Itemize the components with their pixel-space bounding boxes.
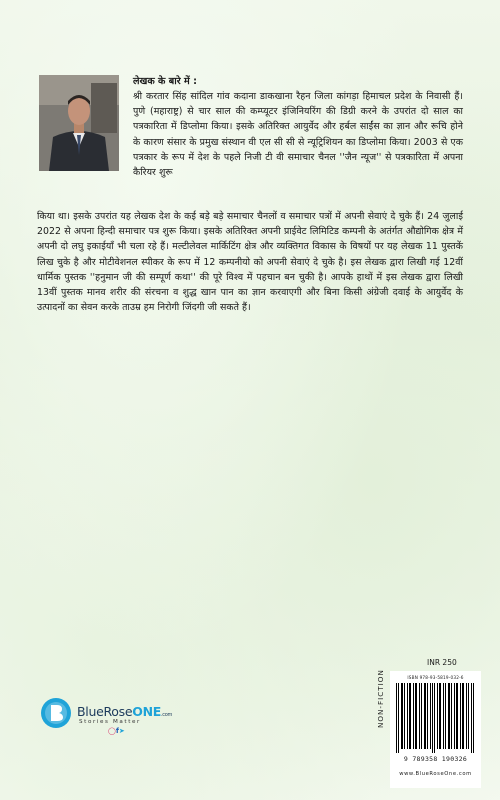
twitter-icon: ➤: [118, 727, 125, 735]
instagram-icon: ◯: [108, 727, 116, 735]
publisher-name: BlueRoseONE.com: [77, 704, 173, 719]
price-label: INR 250: [427, 658, 457, 667]
barcode-image: [396, 683, 475, 753]
about-author-heading: लेखक के बारे में :: [133, 76, 197, 87]
publisher-tagline: Stories Matter: [79, 719, 141, 725]
barcode-box: [390, 671, 481, 788]
publisher-website: www.BlueRoseOne.com: [399, 771, 472, 777]
author-bio-paragraph-2: किया था। इसके उपरांत यह लेखक देश के कई बड़े बड़े समाचार चैनलों व समाचार पत्रों में अपनी सेवाएं दे चुके हैं। 24 जुलाई 2022 से अपना हिन्दी समाचार पत्र शुरू किया। इसके अतिरिक्त अपनी प्राईवेट लिमिटिड कम्पनी के अतंर्गत औद्योगिक क्षेत्र में अपनी दो लघु इकाईयाँ भी चला रहे हैं। मल्टीलेवल मार्किटिंग क्षेत्र और व्यक्तिगत विकास के विषयों पर यह लेखक 11 पुस्तकें लिख चुके है और मोटीवेशनल स्पीकर के रूप में 12 कम्पनीयो को अपनी सेवाएं दे चुके है। इस लेखक द्वारा लिखी गई 12वीं धार्मिक पुस्तक ''हनुमान जी की सम्पूर्ण कथा'' की पूरे विश्व में पहचान बन चुकी है। आपके हाथों में इस लेखक द्वारा लिखी 13वीं पुस्तक मानव शरीर की संरचना व शुद्ध खान पान का ज्ञान करवाएगी और बिना किसी अंग्रेजी दवाई के आयुर्वेद के उत्पादनों का सेवन करके ताउम्र हम निरोगी जिंदगी जी सकते हैं।: [37, 211, 463, 314]
author-photo: [39, 75, 119, 171]
author-bio-paragraph-1: श्री करतार सिंह सांदिल गांव कदाना डाकखाना रैहन जिला कांगड़ा हिमाचल प्रदेश के निवासी हैं। पुणे (महाराष्ट्र) से चार साल की कम्प्यूटर इंजिनियरिंग की डिग्री करने के उपरांत दो साल का पत्रकारिता में डिप्लोमा किया। इसके अतिरिक्त आयुर्वेद और हर्बल साईंस का ज्ञान और रूचि होने के कारण संसार के प्रमुख संस्थान वी एल सी सी से न्यूट्रिशियन का डिप्लोमा किया। 2003 से एक पत्रकार के रूप में देश के पहले निजी टी वी समाचार चैनल ''जैन न्यूज'' से पत्रकारिता में अपना कैरियर शुरू: [133, 91, 463, 179]
isbn-label: ISBN 978-93-5819-032-6: [407, 675, 464, 680]
barcode-digits: 9 789358 190326: [403, 755, 468, 763]
facebook-icon: f: [115, 727, 119, 735]
category-label: NON-FICTION: [376, 669, 385, 728]
bluerose-logo-icon: [40, 697, 72, 729]
social-icons: [108, 727, 125, 735]
